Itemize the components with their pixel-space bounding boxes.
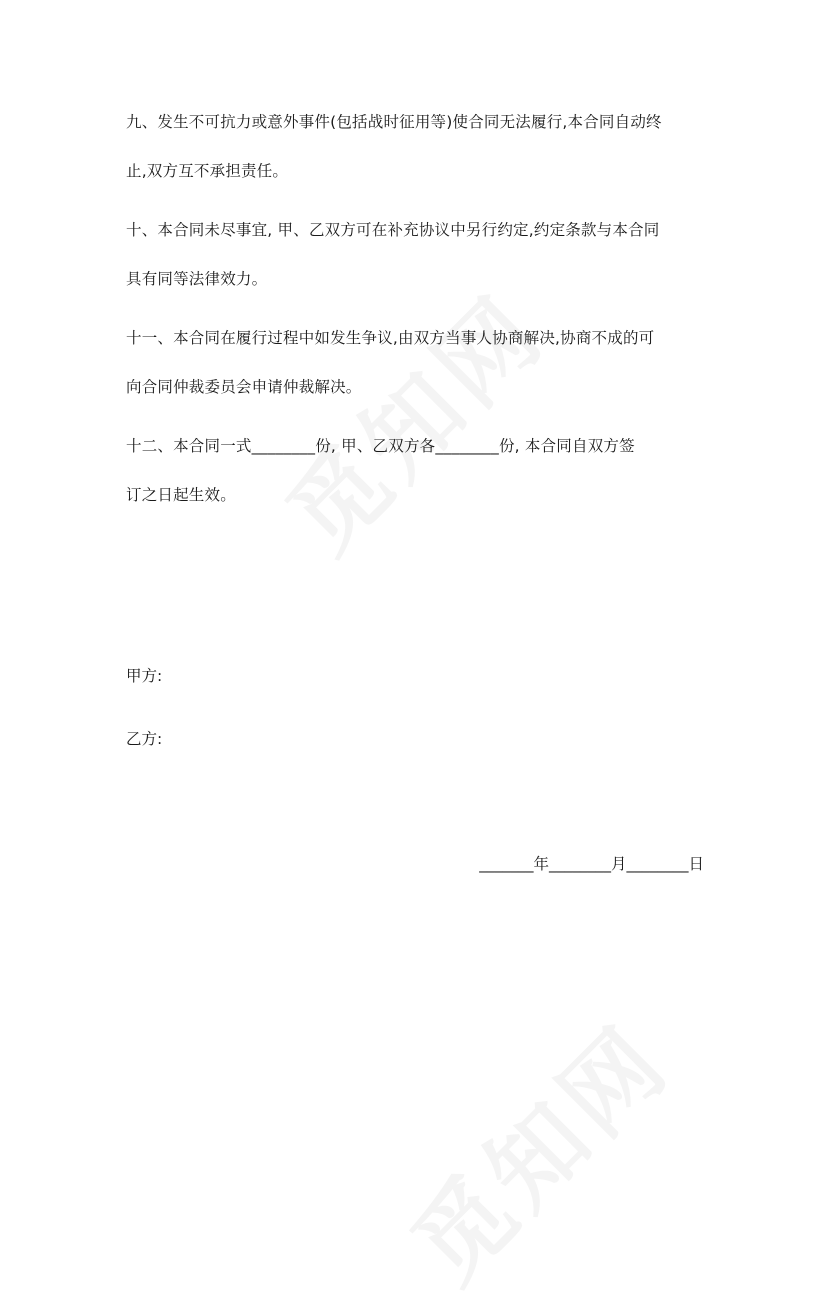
party-b-signature-label: 乙方: <box>126 730 163 748</box>
clause-line: 向合同仲裁委员会申请仲裁解决。 <box>126 378 362 396</box>
signing-date-line: _______年________月________日 <box>479 855 704 873</box>
clause-line: 止,双方互不承担责任。 <box>126 162 289 180</box>
party-a-signature-label: 甲方: <box>126 667 163 685</box>
clause-line: 十、本合同未尽事宜, 甲、乙双方可在补充协议中另行约定,约定条款与本合同 <box>126 221 660 239</box>
clause-9 <box>126 98 706 196</box>
watermark <box>377 990 694 1307</box>
clause-11 <box>126 314 706 412</box>
clause-12 <box>126 422 706 520</box>
clause-10 <box>126 206 706 304</box>
clause-line: 订之日起生效。 <box>126 486 236 504</box>
clause-line: 九、发生不可抗力或意外事件(包括战时征用等)使合同无法履行,本合同自动终 <box>126 113 662 131</box>
clause-line: 十一、本合同在履行过程中如发生争议,由双方当事人协商解决,协商不成的可 <box>126 329 655 347</box>
watermark <box>252 260 569 577</box>
clause-line: 具有同等法律效力。 <box>126 270 268 288</box>
clause-line: 十二、本合同一式________份, 甲、乙双方各________份, 本合同自双方签 <box>126 437 635 455</box>
